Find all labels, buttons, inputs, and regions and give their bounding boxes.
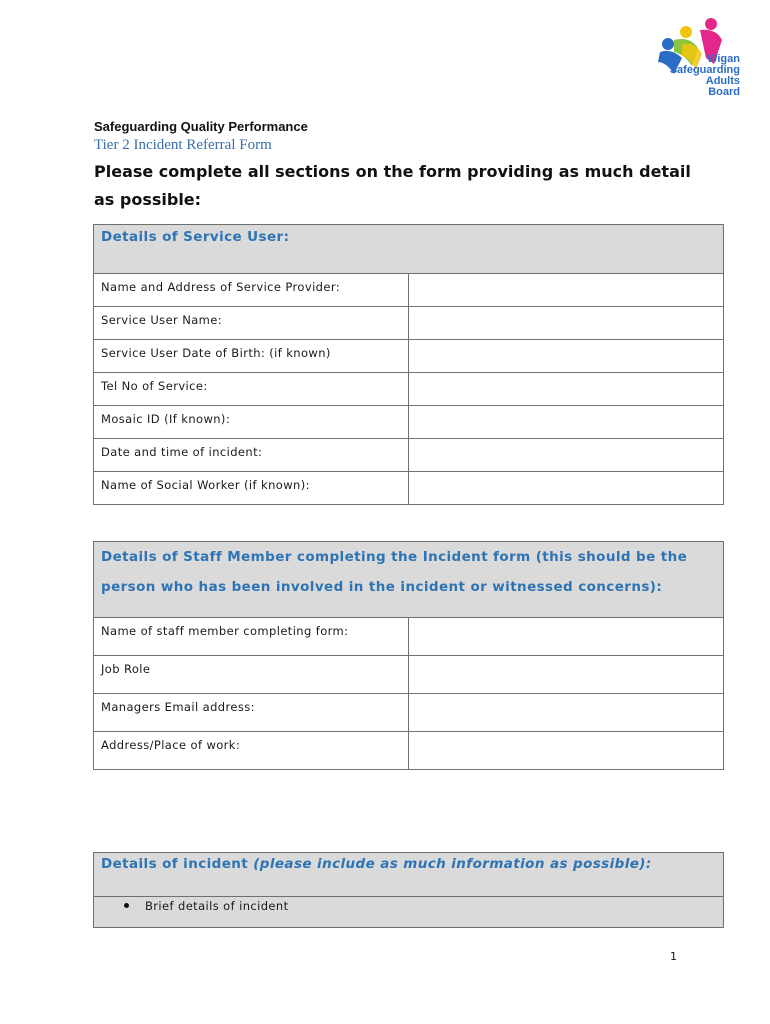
field-input-mosaic-id[interactable] <box>409 406 724 439</box>
field-label: Job Role <box>94 656 409 694</box>
field-label: Service User Name: <box>94 307 409 340</box>
field-input-tel[interactable] <box>409 373 724 406</box>
field-input-incident-datetime[interactable] <box>409 439 724 472</box>
logo-text: Wigan Safeguarding Adults Board <box>669 53 740 98</box>
field-input-place-of-work[interactable] <box>409 732 724 770</box>
form-name: Tier 2 Incident Referral Form <box>94 137 272 153</box>
incident-header: Details of incident (please include as much information as possible): <box>94 853 724 897</box>
field-label: Service User Date of Birth: (if known) <box>94 340 409 373</box>
field-input-dob[interactable] <box>409 340 724 373</box>
field-label: Managers Email address: <box>94 694 409 732</box>
field-label: Date and time of incident: <box>94 439 409 472</box>
field-label: Address/Place of work: <box>94 732 409 770</box>
page-number: 1 <box>670 950 677 963</box>
staff-member-header: Details of Staff Member completing the Incident form (this should be the person who has been involved in the incident or witnessed concerns): <box>94 542 724 618</box>
field-input-staff-name[interactable] <box>409 618 724 656</box>
field-label: Tel No of Service: <box>94 373 409 406</box>
field-label: Name of staff member completing form: <box>94 618 409 656</box>
service-user-header: Details of Service User: <box>94 225 724 274</box>
field-input-service-user-name[interactable] <box>409 307 724 340</box>
incident-table <box>93 852 724 928</box>
field-input-job-role[interactable] <box>409 656 724 694</box>
field-input-service-provider[interactable] <box>409 274 724 307</box>
instructions: Please complete all sections on the form providing as much detail as possible: <box>94 162 691 209</box>
field-input-manager-email[interactable] <box>409 694 724 732</box>
org-title: Safeguarding Quality Performance <box>94 119 308 134</box>
field-label: Name of Social Worker (if known): <box>94 472 409 505</box>
service-user-table <box>93 224 724 505</box>
bullet-icon <box>124 903 129 908</box>
incident-bullet[interactable]: Brief details of incident <box>94 897 724 928</box>
staff-member-table <box>93 541 724 770</box>
field-label: Mosaic ID (If known): <box>94 406 409 439</box>
field-label: Name and Address of Service Provider: <box>94 274 409 307</box>
field-input-social-worker[interactable] <box>409 472 724 505</box>
